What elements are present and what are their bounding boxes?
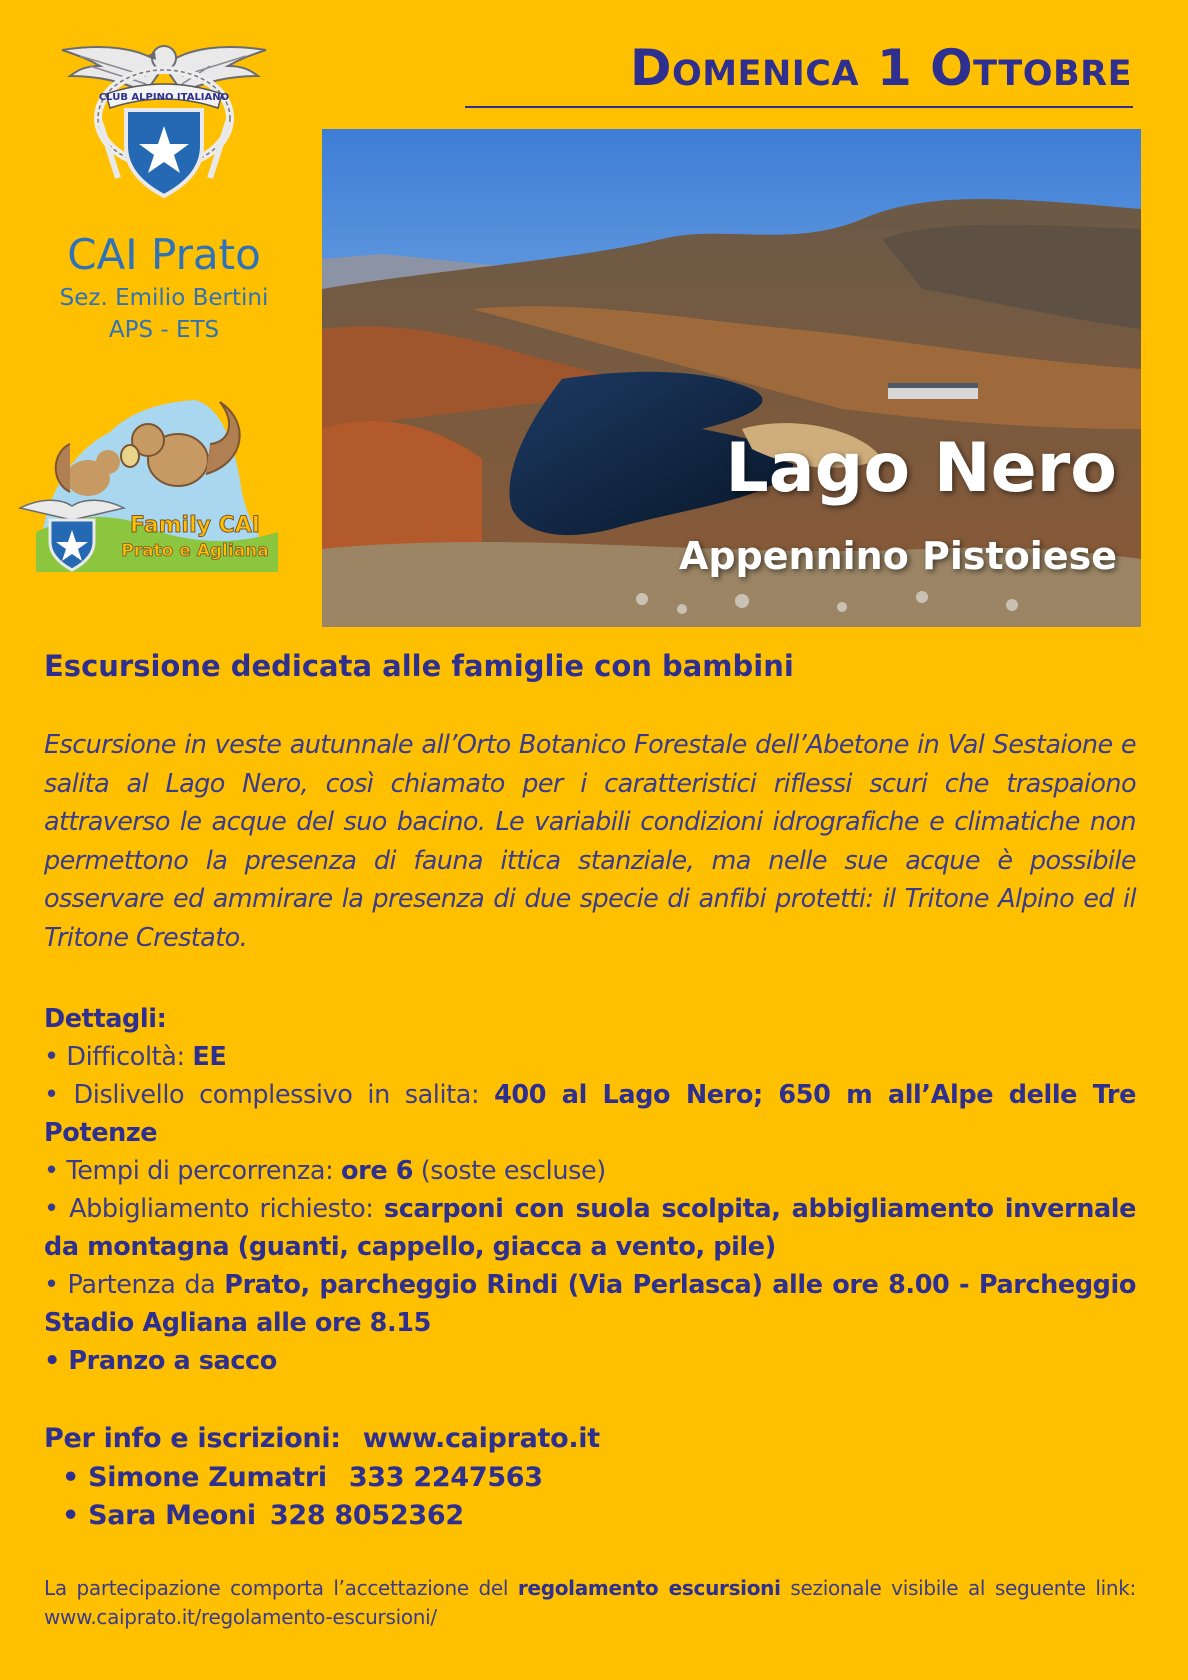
- contact-item: • Simone Zumatri 333 2247563: [62, 1461, 543, 1493]
- website-link[interactable]: www.caiprato.it: [362, 1423, 600, 1454]
- event-heading: Escursione dedicata alle famiglie con bambini: [44, 649, 794, 683]
- detail-departure: • Partenza da Prato, parcheggio Rindi (Via Perlasca) alle ore 8.00 - Parcheggio Stadio Agliana alle ore 8.15: [44, 1270, 1136, 1338]
- detail-difficulty: • Difficoltà: EE: [44, 1042, 227, 1072]
- lake-photo: [322, 129, 1141, 627]
- org-name: CAI Prato: [67, 230, 261, 279]
- family-cai-logo: [10, 382, 280, 592]
- event-date: Domenica 1 Ottobre: [629, 39, 1132, 97]
- photo-title: Lago Nero: [725, 429, 1117, 508]
- time-value: ore 6: [341, 1156, 414, 1186]
- cai-logo: [60, 36, 268, 204]
- time-note: (soste escluse): [413, 1156, 606, 1186]
- lunch-value: Pranzo a sacco: [68, 1346, 277, 1376]
- difficulty-value: EE: [192, 1042, 227, 1072]
- difficulty-label: Difficoltà:: [66, 1042, 193, 1072]
- org-section: Sez. Emilio Bertini: [59, 285, 269, 311]
- header-divider: [465, 106, 1133, 108]
- clothing-value: scarponi con suola scolpita, abbigliamento invernale da montagna (guanti, cappello, giacca a vento, pile): [44, 1194, 1136, 1262]
- regulation-url[interactable]: www.caiprato.it/regolamento-escursioni/: [44, 1605, 437, 1629]
- contacts-section: [44, 1420, 1136, 1536]
- elevation-label: Dislivello complessivo in salita:: [73, 1080, 495, 1110]
- detail-time: • Tempi di percorrenza: ore 6 (soste escluse): [44, 1156, 606, 1186]
- time-label: Tempi di percorrenza:: [66, 1156, 342, 1186]
- footer-note: [44, 1574, 1136, 1632]
- clothing-label: Abbigliamento richiesto:: [69, 1194, 384, 1224]
- departure-label: Partenza da: [67, 1270, 225, 1300]
- contacts-label: Per info e iscrizioni:: [44, 1423, 341, 1454]
- details-section: [44, 1000, 1136, 1380]
- event-description: Escursione in veste autunnale all’Orto Botanico Forestale dell’Abetone in Val Sestaione e salita al Lago Nero, così chiamato per i caratteristici riflessi scuri che traspaiono attraverso le acque del suo bacino. Le variabili condizioni idrografiche e climatiche non permettono la presenza di fauna ittica stanziale, ma nelle sue acque è possibile osservare ed ammirare la presenza di due specie di anfibi protetti: il Tritone Alpino ed il Tritone Crestato.: [44, 730, 1136, 953]
- cai-logo-banner-text: CLUB ALPINO ITALIANO: [98, 92, 230, 103]
- detail-clothing: • Abbigliamento richiesto: scarponi con suola scolpita, abbigliamento invernale da montagna (guanti, cappello, giacca a vento, pile): [44, 1194, 1136, 1262]
- contacts-line: [44, 1420, 1136, 1459]
- details-title: Dettagli:: [44, 1004, 167, 1034]
- family-logo-line1: Family CAI: [130, 513, 260, 538]
- elevation-value: 400 al Lago Nero; 650 m all’Alpe delle Tre Potenze: [44, 1080, 1136, 1148]
- contact-name: Simone Zumatri: [88, 1461, 327, 1493]
- contact-phone[interactable]: 333 2247563: [348, 1461, 543, 1493]
- footer-text-after: sezionale visibile al seguente link:: [780, 1576, 1136, 1600]
- regulation-link-label: regolamento escursioni: [517, 1576, 781, 1600]
- contact-phone[interactable]: 328 8052362: [269, 1500, 464, 1531]
- family-logo-line2: Prato e Agliana: [121, 541, 269, 561]
- contact-item: • Sara Meoni 328 8052362: [62, 1500, 464, 1531]
- detail-lunch: • Pranzo a sacco: [44, 1346, 277, 1376]
- photo-subtitle: Appennino Pistoiese: [678, 534, 1117, 578]
- departure-value: Prato, parcheggio Rindi (Via Perlasca) alle ore 8.00 - Parcheggio Stadio Agliana alle ore 8.15: [44, 1270, 1136, 1338]
- detail-elevation: • Dislivello complessivo in salita: 400 al Lago Nero; 650 m all’Alpe delle Tre Potenze: [44, 1080, 1136, 1148]
- contact-name: Sara Meoni: [88, 1500, 256, 1531]
- footer-text-before: La partecipazione comporta l’accettazione del: [44, 1576, 518, 1600]
- org-status: APS - ETS: [108, 317, 220, 343]
